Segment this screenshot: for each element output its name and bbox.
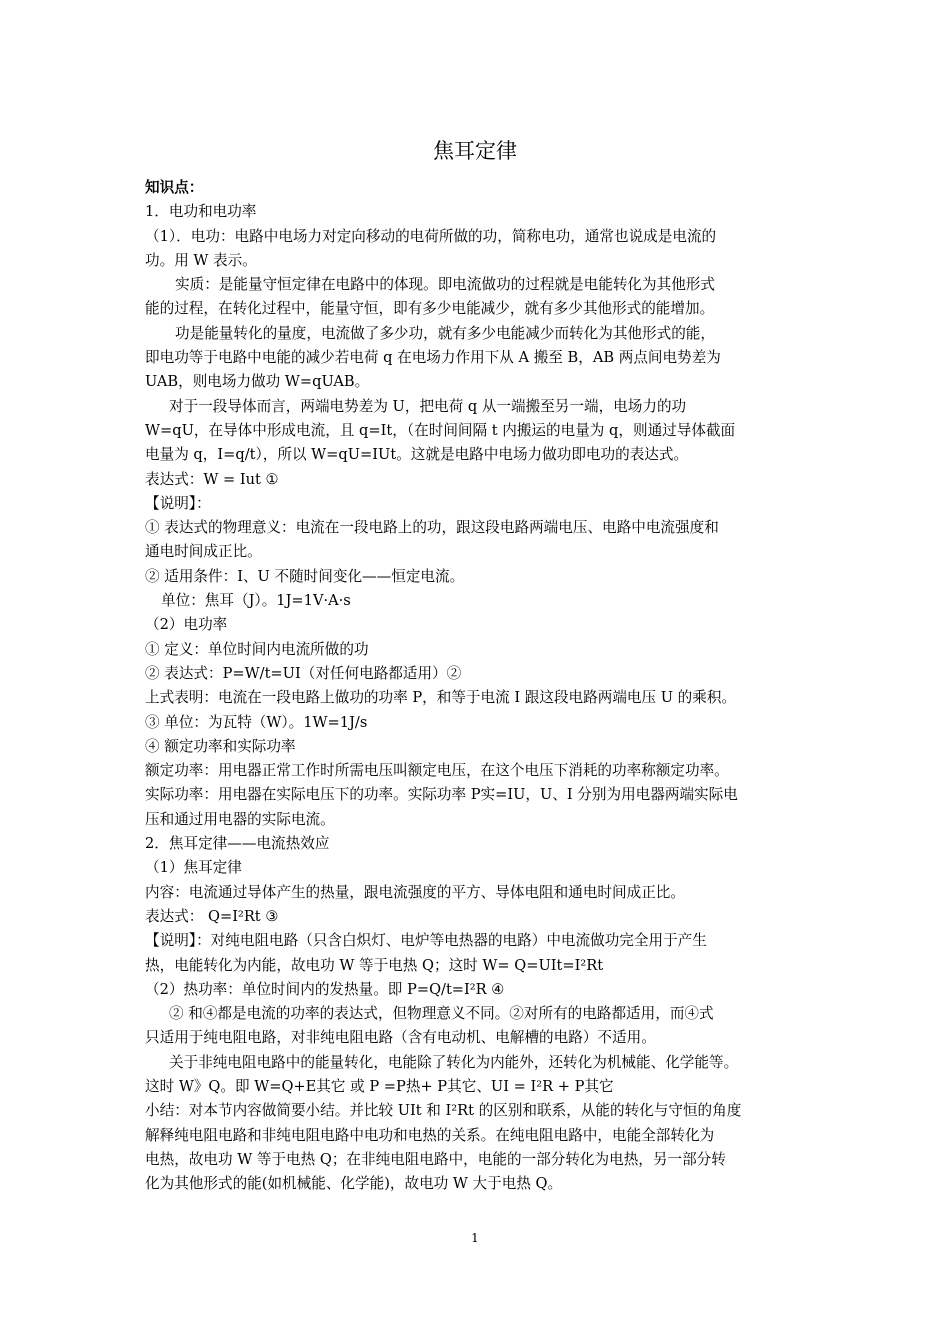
text-line: 表达式：W = Iut ① [145,470,279,488]
text-line: 内容：电流通过导体产生的热量，跟电流强度的平方、导体电阻和通电时间成正比。 [145,883,685,901]
text-line: （2）电功率 [145,616,228,634]
text-line: 单位：焦耳（J）。1J=1V·A·s [161,592,351,610]
text-line: 电量为 q，I=q/t），所以 W=qU=IUt。这就是电路中电场力做功即电功的表达式。 [145,446,689,464]
text-line: 知识点： [145,179,204,196]
text-line: 实质：是能量守恒定律在电路中的体现。即电流做功的过程就是电能转化为其他形式 [175,276,715,294]
text-line: 表达式： Q=I²Rt ③ [145,907,279,925]
text-line: 这时 W》Q。即 W=Q+E其它 或 P =P热+ P其它、UI = I²R + P其它 [145,1077,614,1095]
page-title: 焦耳定律 [433,139,517,163]
page-number: 1 [471,1231,479,1245]
text-line: 电热，故电功 W 等于电热 Q；在非纯电阻电路中，电能的一部分转化为电热，另一部分转 [145,1150,726,1168]
text-line: 对于一段导体而言，两端电势差为 U，把电荷 q 从一端搬至另一端，电场力的功 [169,397,687,415]
text-line: UAB，则电场力做功 W=qUAB。 [145,373,370,391]
text-line: 解释纯电阻电路和非纯电阻电路中电功和电热的关系。在纯电阻电路中，电能全部转化为 [145,1126,715,1144]
text-line: ① 定义：单位时间内电流所做的功 [145,640,369,658]
text-line: W=qU，在导体中形成电流，且 q=It，（在时间间隔 t 内搬运的电量为 q，则通过导体截面 [145,421,736,439]
text-line: 即电功等于电路中电能的减少若电荷 q 在电场力作用下从 A 搬至 B，AB 两点间电势差为 [145,349,721,367]
text-line: 热，电能转化为内能，故电功 W 等于电热 Q；这时 W= Q=UIt=I²Rt [145,956,604,974]
text-line: ② 适用条件：I、U 不随时间变化——恒定电流。 [145,567,465,585]
text-line: 只适用于纯电阻电路，对非纯电阻电路（含有电动机、电解槽的电路）不适用。 [145,1029,656,1047]
text-line: 【说明】：对纯电阻电路（只含白炽灯、电炉等电热器的电路）中电流做功完全用于产生 [145,932,707,950]
text-line: （1）．电功：电路中电场力对定向移动的电荷所做的功，简称电功，通常也说成是电流的 [145,227,717,245]
text-line: 功。用 W 表示。 [145,251,257,269]
text-line: 小结：对本节内容做简要小结。并比较 UIt 和 I²Rt 的区别和联系，从能的转化与守恒的角度 [145,1102,742,1120]
text-line: （1）焦耳定律 [145,859,242,877]
document-body [145,176,810,1196]
text-line: 额定功率：用电器正常工作时所需电压叫额定电压，在这个电压下消耗的功率称额定功率。 [145,762,729,780]
text-line: 实际功率：用电器在实际电压下的功率。实际功率 P实=IU，U、I 分别为用电器两端实际电 [145,786,738,804]
text-line: ② 和④都是电流的功率的表达式，但物理意义不同。②对所有的电路都适用，而④式 [169,1005,714,1023]
text-line: 功是能量转化的量度，电流做了多少功，就有多少电能减少而转化为其他形式的能， [175,324,715,342]
text-line: 压和通过用电器的实际电流。 [145,810,335,828]
text-line: （2）热功率：单位时间内的发热量。即 P=Q/t=I²R ④ [145,980,505,998]
text-line: 通电时间成正比。 [145,543,262,561]
text-line: ① 表达式的物理意义：电流在一段电路上的功，跟这段电路两端电压、电路中电流强度和 [145,519,719,537]
text-line: ④ 额定功率和实际功率 [145,737,296,755]
text-line: ③ 单位：为瓦特（W）。1W=1J/s [145,713,368,731]
text-line: 关于非纯电阻电路中的能量转化，电能除了转化为内能外，还转化为机械能、化学能等。 [169,1053,739,1071]
text-line: 1．电功和电功率 [145,203,257,221]
text-line: 2．焦耳定律——电流热效应 [145,835,330,853]
text-line: 化为其他形式的能(如机械能、化学能)，故电功 W 大于电热 Q。 [145,1175,563,1193]
text-line: 能的过程，在转化过程中，能量守恒，即有多少电能减少，就有多少其他形式的能增加。 [145,300,715,318]
text-line: 上式表明：电流在一段电路上做功的功率 P，和等于电流 I 跟这段电路两端电压 U 的乘积。 [145,689,737,707]
text-line: ② 表达式：P=W/t=UI（对任何电路都适用）② [145,664,462,682]
text-line: 【说明】： [145,494,211,512]
